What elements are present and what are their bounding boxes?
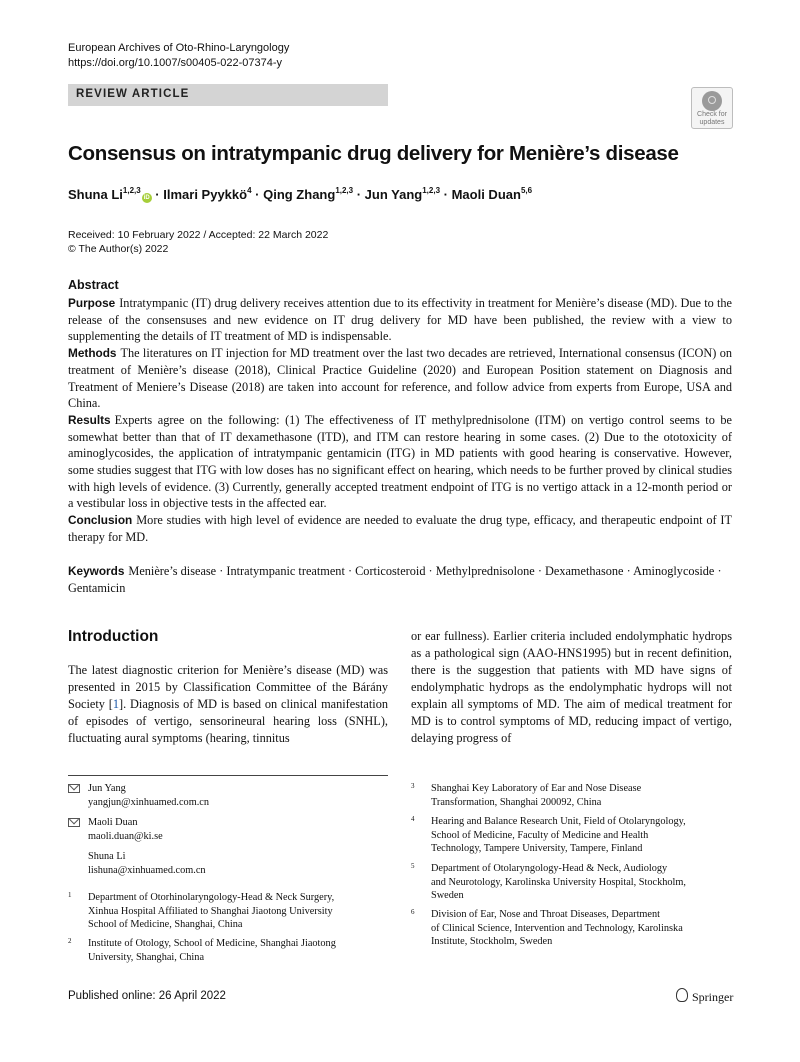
affiliation-line: University, Shanghai, China [88,951,205,963]
envelope-icon [68,818,80,827]
corresponding-authors [68,782,209,884]
affiliation-number: 2 [68,937,72,945]
author-separator: · [353,187,365,202]
contact-email[interactable]: yangjun@xinhuamed.com.cn [88,796,210,808]
author-affil-sup: 1,2,3 [122,186,141,195]
introduction-right-column: or ear fullness). Earlier criteria included endolymphatic hydrops as a pathological sign (AAO-HNS1995) but in recent definition, there is the suggestion that patients with MD have signs of endolymphatic hydrops as the endolymphatic hydrops will not explain all symptoms of MD. The aim of medical treatment for MD is to control symptoms of MD, reducing impact of vertigo, delaying progress of [411,629,732,745]
contact-name: Shuna Li [88,851,126,862]
orcid-icon[interactable]: iD [143,195,150,201]
affiliation-line: and Neurotology, Karolinska University Hospital, Stockholm, [431,876,687,888]
affiliation-line: Department of Otolaryngology-Head & Neck, Audiology [431,863,668,874]
contact-entry [68,782,209,809]
journal-name: European Archives of Oto-Rhino-Laryngology [68,42,290,54]
methods-text: The literatures on IT injection for MD treatment over the last two decades are retrieved, International consensus (ICON) on treatment of Menière’s disease (2018), Clinical Practice Guideline (2020) and European Position statement on Diagnosis and Treatment of Meniere’s Disease (2018) are taken into account for reference, and follow advice from experts from Europe, USA and China. [68,346,732,411]
contact-name: Jun Yang [88,783,126,794]
check-badge-line2: updates [699,118,725,126]
abstract-purpose [68,295,732,345]
footnote-divider [68,775,388,776]
contact-name: Maoli Duan [88,817,138,828]
methods-label: Methods [68,346,117,361]
published-online-date: Published online: 26 April 2022 [68,990,226,1002]
purpose-label: Purpose [68,296,116,310]
affiliation-line: of Clinical Science, Intervention and Technology, Karolinska [431,922,683,934]
affiliation-line: Department of Otorhinolaryngology-Head & Neck Surgery, [88,892,335,903]
affiliation-line: Sweden [431,890,464,901]
contact-email[interactable]: maoli.duan@ki.se [88,830,163,842]
author-affil-sup: 5,6 [520,186,533,195]
keywords-text: Menière’s disease · Intratympanic treatment · Corticosteroid · Methylprednisolone · Dexamethasone · Aminoglycoside · Gentamicin [68,564,722,595]
author-affil-sup: 4 [247,186,252,195]
affiliation-number: 5 [411,862,415,870]
springer-horse-icon [676,988,688,1002]
affiliation-line: Hearing and Balance Research Unit, Field of Otolaryngology, [431,816,686,827]
affiliation-number: 6 [411,908,415,916]
check-for-updates-badge[interactable] [691,87,733,129]
abstract-results [68,412,732,512]
affiliation-number: 1 [68,891,72,899]
publisher-logo[interactable] [676,988,733,1005]
affiliation-number: 3 [411,782,415,790]
purpose-text: Intratympanic (IT) drug delivery receives attention due to its effectivity in treatment for Menière’s disease (MD). Due to the release of the consensuses and new evidence on IT drug delivery for MD have been published, the review with a view to supplementing the details of IT treatment of MD is indispensable. [68,296,732,344]
article-title: Consensus on intratympanic drug delivery for Menière’s disease [68,142,679,165]
author-separator: · [151,187,164,202]
author-name[interactable]: Maoli Duan [451,187,521,202]
author-name[interactable]: Ilmari Pyykkö [163,187,248,202]
contact-email[interactable]: lishuna@xinhuamed.com.cn [88,864,206,876]
affiliation-line: Institute, Stockholm, Sweden [431,936,553,947]
results-text: Experts agree on the following: (1) The effectiveness of IT methylprednisolone (ITM) on vertigo control seems to be somewhat better than that of IT dexamethasone (ITD), and ITM can restore hearing in some cases. (2) Due to the ototoxicity of aminoglycosides, the application of intratympanic gentamicin (ITG) in MD patients with good hearing is conservative. However, some studies suggest that ITG with low doses has no significant effect on hearing, which needs to be further proved by clinical studies with high levels of evidence. (3) Currently, generally accepted treatment endpoint of ITG is no vertigo attack in a 12-month period or a vestibular loss in objective tests in the affected ear. [68,412,732,511]
contact-entry [68,816,209,843]
abstract-conclusion [68,512,732,545]
intro-text-b: ]. Diagnosis of MD is based on clinical manifestation of episodes of vertigo, sensorineural hearing loss (SNHL), fluctuating aural symptoms (hearing, tinnitus [68,697,389,745]
affiliation-line: Institute of Otology, School of Medicine, Shanghai Jiaotong [88,938,336,949]
keywords-label: Keywords [68,564,125,578]
affiliation-line: Division of Ear, Nose and Throat Diseases, Department [431,909,661,920]
article-type-label: REVIEW ARTICLE [76,88,190,100]
results-label: Results [68,412,111,427]
author-separator: · [251,187,264,202]
affiliation-number: 4 [411,815,415,823]
author-separator: · [440,187,452,202]
received-accepted-dates: Received: 10 February 2022 / Accepted: 22 March 2022 [68,229,329,241]
author-list [68,187,532,203]
author-affil-sup: 1,2,3 [335,186,354,195]
check-for-updates-icon [702,91,722,111]
author-affil-sup: 1,2,3 [422,186,441,195]
citation-link[interactable]: 1 [112,697,120,711]
affiliation-line: Xinhua Hospital Affiliated to Shanghai Jiaotong University [88,905,333,917]
abstract-methods [68,345,732,412]
introduction-heading: Introduction [68,628,159,645]
affiliation-line: Transformation, Shanghai 200092, China [431,796,602,808]
envelope-icon [68,784,80,793]
author-name[interactable]: Shuna Li [68,187,123,202]
affiliation-line: Technology, Tampere University, Tampere, Finland [431,843,643,854]
article-dates [68,229,328,256]
abstract-body [68,295,732,546]
affiliation-line: Shanghai Key Laboratory of Ear and Nose Disease [431,783,642,794]
contact-entry [68,850,209,877]
affiliation-line: School of Medicine, Shanghai, China [88,919,243,930]
check-badge-line1: Check for [697,111,727,118]
conclusion-label: Conclusion [68,513,133,528]
journal-header [68,41,289,71]
publisher-name: Springer [692,990,734,1004]
intro-text-a: The latest diagnostic criterion for Menière’s disease (MD) was presented in 2015 by Classification Committee of the Bárány Society [ [68,663,388,711]
conclusion-text: More studies with high level of evidence are needed to evaluate the drug type, efficacy, and therapeutic endpoint of IT therapy for MD. [68,513,732,544]
doi-link[interactable]: https://doi.org/10.1007/s00405-022-07374-y [68,57,283,69]
copyright-notice: © The Author(s) 2022 [68,242,169,255]
introduction-left-column [68,662,388,747]
keywords [68,563,732,596]
affiliation-line: School of Medicine, Faculty of Medicine and Health [431,829,649,841]
author-name[interactable]: Jun Yang [364,187,423,202]
abstract-heading: Abstract [68,278,119,292]
article-type-bar [68,84,388,106]
author-name[interactable]: Qing Zhang [263,187,336,202]
